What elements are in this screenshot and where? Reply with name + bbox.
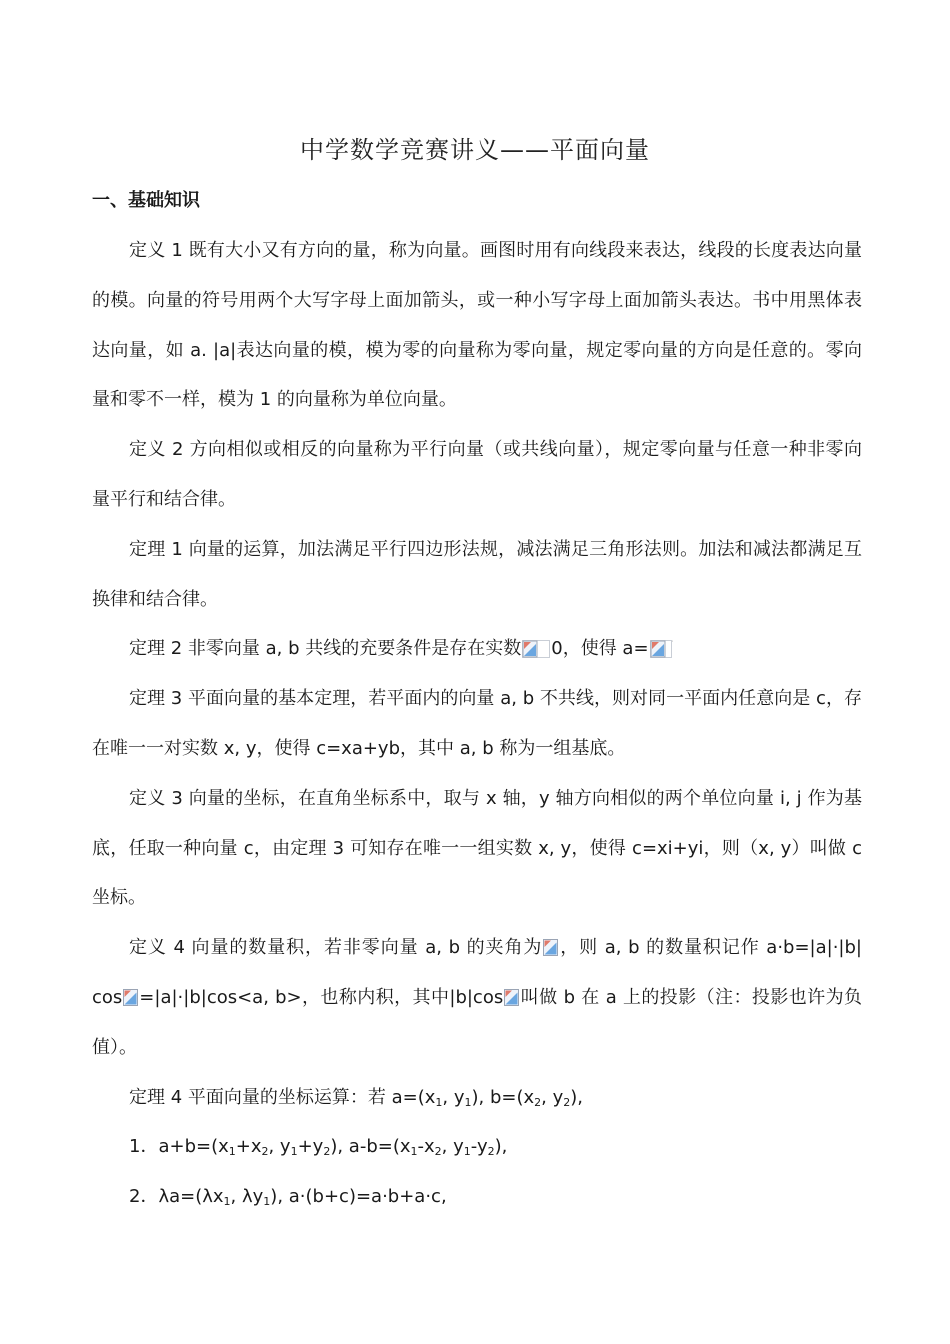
subscript: 2	[487, 1145, 495, 1159]
subscript: 2	[261, 1145, 269, 1159]
definition-4-text-b: ，则 a, b 的数量积记作 a·b=|a|·|b| cos	[92, 937, 862, 1008]
formula-text: -x	[417, 1136, 435, 1158]
document-title: 中学数学竞赛讲义——平面向量	[300, 136, 650, 164]
theorem-4-text: ),	[570, 1086, 584, 1108]
document-body	[92, 226, 862, 1222]
formula-text: ), a-b=(x	[330, 1136, 411, 1158]
broken-image-icon	[543, 939, 558, 954]
formula-text: ), a·(b+c)=a·b+a·c,	[270, 1186, 447, 1208]
definition-1: 定义 1 既有大小又有方向的量，称为向量。画图时用有向线段来表达，线段的长度表达向量的模。向量的符号用两个大写字母上面加箭头，或一种小写字母上面加箭头表达。书中用黑体表达向量，如 a. |a|表达向量的模，模为零的向量称为零向量，规定零向量的方向是任意的。零向量和零不一样，模为 1 的向量称为单位向量。	[92, 240, 862, 411]
subscript: 2	[434, 1145, 442, 1159]
theorem-1: 定理 1 向量的运算，加法满足平行四边形法规，减法满足三角形法则。加法和减法都满足互换律和结合律。	[92, 538, 862, 610]
subscript: 1	[410, 1145, 418, 1159]
subscript: 1	[223, 1195, 231, 1209]
subscript: 2	[323, 1145, 331, 1159]
formula-text: , y	[441, 1136, 464, 1158]
formula-text: ),	[494, 1136, 508, 1158]
theorem-4-text: ), b=(x	[471, 1086, 535, 1108]
formula-text: +y	[297, 1136, 324, 1158]
theorem-2-text-b: 0，使得 a=	[551, 638, 649, 660]
theorem-4-text: , y	[541, 1086, 564, 1108]
definition-4-text-c: =|a|·|b|cos<a, b>，也称内积，其中|b|cos	[139, 986, 504, 1008]
definition-2: 定义 2 方向相似或相反的向量称为平行向量（或共线向量），规定零向量与任意一种非零向量平行和结合律。	[92, 439, 862, 510]
definition-4	[92, 923, 862, 1072]
subscript: 1	[435, 1095, 443, 1109]
formula-text: -y	[470, 1136, 488, 1158]
definition-4-text-d: 叫做 b 在 a 上的投影（注：投影也许为负值）。	[92, 986, 863, 1058]
formula-text: +x	[235, 1136, 262, 1158]
formula-text: , λy	[230, 1186, 264, 1208]
theorem-3: 定理 3 平面向量的基本定理，若平面内的向量 a, b 不共线，则对同一平面内任意向是 c，存在唯一一对实数 x, y，使得 c=xa+yb，其中 a, b 称为一组基底。	[92, 688, 862, 759]
subscript: 2	[563, 1095, 571, 1109]
definition-4-text-a: 定义 4 向量的数量积，若非零向量 a, b 的夹角为	[129, 937, 543, 959]
broken-image-icon	[522, 640, 550, 655]
theorem-4-text: 定理 4 平面向量的坐标运算：若 a=(x	[129, 1086, 436, 1108]
theorem-2-text-a: 定理 2 非零向量 a, b 共线的充要条件是存在实数	[129, 638, 522, 660]
definition-3: 定义 3 向量的坐标，在直角坐标系中，取与 x 轴，y 轴方向相似的两个单位向量 i, j 作为基底，任取一种向量 c，由定理 3 可知存在唯一一组实数 x, y，使得 c=xi+yi，则（x, y）叫做 c 坐标。	[92, 787, 862, 909]
formula-text: 1．a+b=(x	[129, 1136, 229, 1158]
formula-text: , y	[268, 1136, 291, 1158]
broken-image-icon	[504, 989, 519, 1004]
section-heading: 一、基础知识	[92, 190, 200, 211]
theorem-4-text: , y	[442, 1086, 465, 1108]
theorem-4	[92, 1073, 862, 1123]
formula-text: 2．λa=(λx	[129, 1186, 224, 1208]
subscript: 1	[464, 1095, 472, 1109]
subscript: 1	[290, 1145, 298, 1159]
subscript: 1	[263, 1195, 271, 1209]
subscript: 1	[228, 1145, 236, 1159]
subscript: 1	[463, 1145, 471, 1159]
broken-image-icon	[650, 640, 665, 655]
theorem-2	[92, 624, 862, 674]
broken-image-icon	[123, 989, 138, 1004]
formula-item-2	[92, 1172, 862, 1222]
formula-item-1	[92, 1122, 862, 1172]
subscript: 2	[534, 1095, 542, 1109]
